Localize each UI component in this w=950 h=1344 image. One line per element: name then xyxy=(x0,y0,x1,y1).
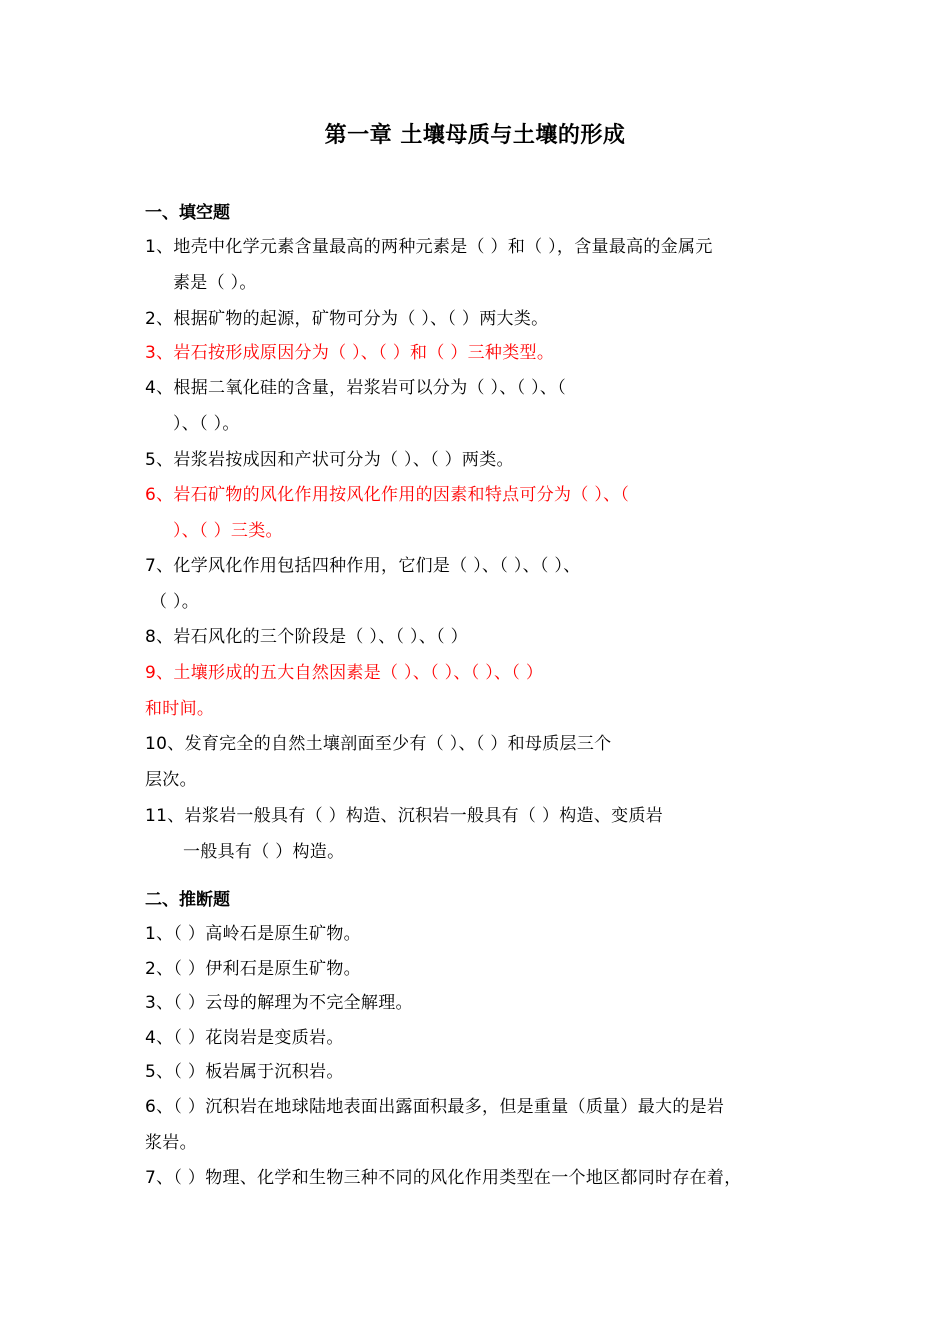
question-line: 5、（ ）板岩属于沉积岩。 xyxy=(145,1062,344,1082)
question-line: 8、岩石风化的三个阶段是（ ）、（ ）、（ ） xyxy=(145,627,468,647)
question-line: 层次。 xyxy=(145,770,197,790)
question-line-highlighted: 9、土壤形成的五大自然因素是（ ）、（ ）、（ ）、（ ） xyxy=(145,663,544,683)
question-line: 4、根据二氧化硅的含量，岩浆岩可以分为（ ）、（ ）、（ xyxy=(145,378,567,398)
question-line: 3、（ ）云母的解理为不完全解理。 xyxy=(145,993,413,1013)
question-line: 一般具有（ ）构造。 xyxy=(183,842,345,862)
question-line-highlighted: ）、（ ）三类。 xyxy=(173,521,283,541)
question-line: 2、根据矿物的起源，矿物可分为（ ）、（ ）两大类。 xyxy=(145,309,549,329)
question-line: 素是（ ）。 xyxy=(173,273,257,293)
question-line: 2、（ ）伊利石是原生矿物。 xyxy=(145,959,361,979)
question-line: 4、（ ）花岗岩是变质岩。 xyxy=(145,1028,344,1048)
question-line-highlighted: 3、岩石按形成原因分为（ ）、（ ）和（ ）三种类型。 xyxy=(145,343,555,363)
question-line: ）、（ ）。 xyxy=(173,414,240,434)
section-heading-judgment: 二、推断题 xyxy=(145,890,230,910)
question-line: 5、岩浆岩按成因和产状可分为（ ）、（ ）两类。 xyxy=(145,450,514,470)
question-line-highlighted: 和时间。 xyxy=(145,699,215,719)
question-line: （ ）。 xyxy=(150,592,200,612)
question-line: 6、（ ）沉积岩在地球陆地表面出露面积最多，但是重量（质量）最大的是岩 xyxy=(145,1097,725,1117)
question-line: 10、发育完全的自然土壤剖面至少有（ ）、（ ）和母质层三个 xyxy=(145,734,612,754)
section-heading-fill-in: 一、填空题 xyxy=(145,203,230,223)
question-line: 1、地壳中化学元素含量最高的两种元素是（ ）和（ ），含量最高的金属元 xyxy=(145,237,713,257)
question-line: 浆岩。 xyxy=(145,1133,197,1153)
question-line: 7、（ ）物理、化学和生物三种不同的风化作用类型在一个地区都同时存在着， xyxy=(145,1168,742,1188)
question-line: 1、（ ）高岭石是原生矿物。 xyxy=(145,924,361,944)
chapter-title: 第一章 土壤母质与土壤的形成 xyxy=(324,123,626,148)
question-line-highlighted: 6、岩石矿物的风化作用按风化作用的因素和特点可分为（ ）、（ xyxy=(145,485,630,505)
question-line: 11、岩浆岩一般具有（ ）构造、沉积岩一般具有（ ）构造、变质岩 xyxy=(145,806,664,826)
question-line: 7、化学风化作用包括四种作用，它们是（ ）、（ ）、（ ）、 xyxy=(145,556,581,576)
